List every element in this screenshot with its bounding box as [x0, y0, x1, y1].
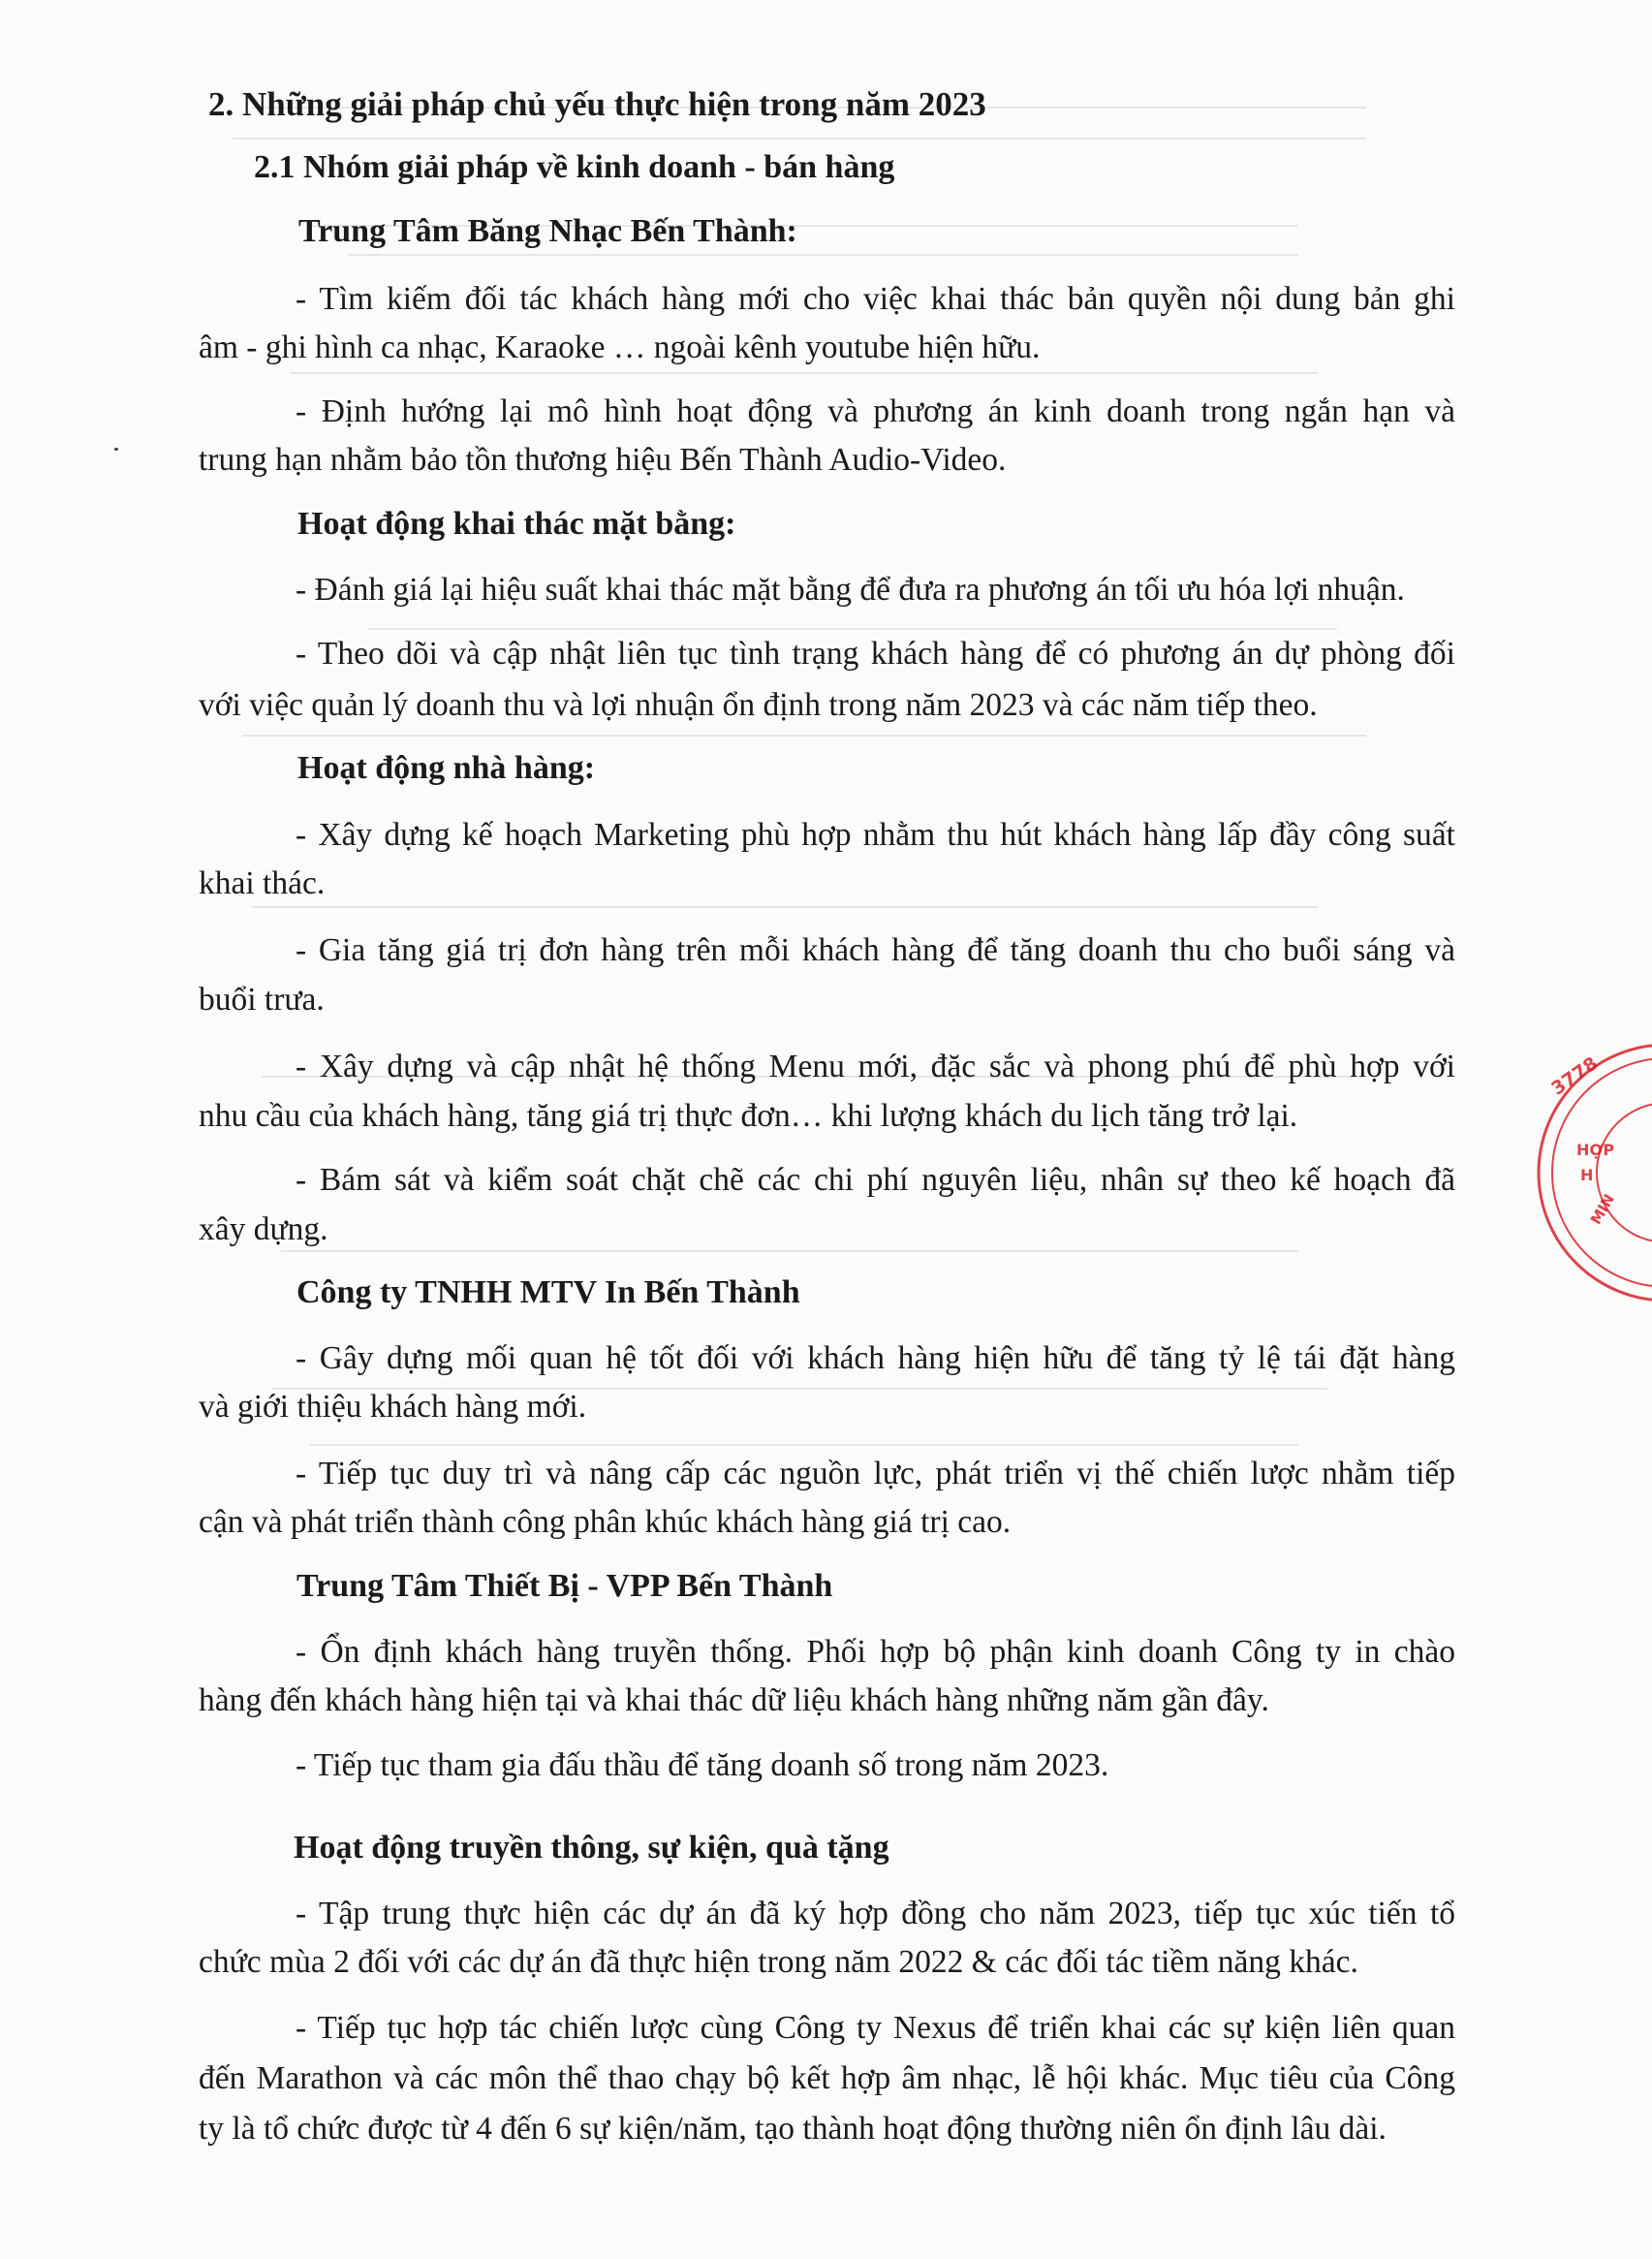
paragraph-line: - Tập trung thực hiện các dự án đã ký hợp đồng cho năm 2023, tiếp tục xúc tiến tổ	[296, 1896, 1455, 1931]
paragraph-line: ty là tổ chức được từ 4 đến 6 sự kiện/năm, tạo thành hoạt động thường niên ổn định lâu dài.	[199, 2111, 1387, 2147]
paragraph-line: - Bám sát và kiểm soát chặt chẽ các chi phí nguyên liệu, nhân sự theo kế hoạch đã	[296, 1162, 1455, 1198]
paragraph-line: khai thác.	[199, 865, 326, 901]
show-through-line	[310, 1444, 1298, 1446]
block-heading: Hoạt động truyền thông, sự kiện, quà tặng	[294, 1830, 889, 1866]
paragraph-line: với việc quản lý doanh thu và lợi nhuận ổn định trong năm 2023 và các năm tiếp theo.	[199, 687, 1318, 723]
paragraph-line: đến Marathon và các môn thể thao chạy bộ kết hợp âm nhạc, lễ hội khác. Mục tiêu của Công	[199, 2060, 1455, 2096]
block-heading: Hoạt động khai thác mặt bằng:	[297, 506, 736, 542]
paragraph-line: - Xây dựng kế hoạch Marketing phù hợp nhằm thu hút khách hàng lấp đầy công suất	[296, 817, 1455, 853]
seal-number-fragment: 3778	[1547, 1052, 1603, 1100]
paragraph-line: trung hạn nhằm bảo tồn thương hiệu Bến Thành Audio-Video.	[199, 442, 1007, 478]
paragraph-line: - Theo dõi và cập nhật liên tục tình trạng khách hàng để có phương án dự phòng đối	[296, 636, 1455, 672]
company-seal-stamp	[1536, 1027, 1652, 1318]
paragraph-line: - Tìm kiếm đối tác khách hàng mới cho việc khai thác bản quyền nội dung bản ghi	[296, 281, 1455, 317]
paragraph-line: - Gia tăng giá trị đơn hàng trên mỗi khách hàng để tăng doanh thu cho buổi sáng và	[296, 932, 1455, 968]
show-through-line	[291, 372, 1318, 374]
show-through-line	[252, 906, 1318, 908]
paragraph-line: buổi trưa.	[199, 982, 325, 1018]
seal-text-fragment: H	[1580, 1166, 1594, 1184]
paragraph-line: chức mùa 2 đối với các dự án đã thực hiện trong năm 2022 & các đối tác tiềm năng khác.	[199, 1944, 1358, 1980]
show-through-line	[281, 1250, 1298, 1252]
paragraph-line: xây dựng.	[199, 1211, 328, 1247]
paragraph-line: - Tiếp tục tham gia đấu thầu để tăng doanh số trong năm 2023.	[296, 1747, 1109, 1783]
block-heading: Trung Tâm Thiết Bị - VPP Bến Thành	[296, 1568, 833, 1604]
paragraph-line: - Đánh giá lại hiệu suất khai thác mặt bằng để đưa ra phương án tối ưu hóa lợi nhuận.	[296, 572, 1405, 608]
show-through-line	[233, 138, 1366, 140]
subsection-title: 2.1 Nhóm giải pháp về kinh doanh - bán hàng	[254, 149, 895, 185]
paragraph-line: - Định hướng lại mô hình hoạt động và phương án kinh doanh trong ngắn hạn và	[296, 393, 1455, 429]
paragraph-line: hàng đến khách hàng hiện tại và khai thác dữ liệu khách hàng những năm gần đây.	[199, 1682, 1269, 1718]
show-through-line	[242, 735, 1366, 737]
paragraph-line: - Gây dựng mối quan hệ tốt đối với khách hàng hiện hữu để tăng tỷ lệ tái đặt hàng	[296, 1340, 1455, 1376]
block-heading: Công ty TNHH MTV In Bến Thành	[296, 1274, 800, 1310]
scan-speck	[114, 448, 118, 451]
section-title: 2. Những giải pháp chủ yếu thực hiện trong năm 2023	[208, 85, 986, 123]
paragraph-line: - Ổn định khách hàng truyền thống. Phối hợp bộ phận kinh doanh Công ty in chào	[296, 1634, 1455, 1670]
paragraph-line: - Tiếp tục hợp tác chiến lược cùng Công ty Nexus để triển khai các sự kiện liên quan	[296, 2010, 1455, 2046]
paragraph-line: và giới thiệu khách hàng mới.	[199, 1389, 587, 1425]
seal-text-fragment: HỢP	[1576, 1141, 1615, 1159]
paragraph-line: âm - ghi hình ca nhạc, Karaoke … ngoài kênh youtube hiện hữu.	[199, 329, 1041, 365]
show-through-line	[368, 628, 1337, 630]
paragraph-line: cận và phát triển thành công phân khúc khách hàng giá trị cao.	[199, 1504, 1012, 1540]
block-heading: Trung Tâm Băng Nhạc Bến Thành:	[298, 213, 797, 249]
seal-text-fragment: MIN	[1586, 1191, 1618, 1228]
paragraph-line: - Xây dựng và cập nhật hệ thống Menu mới, đặc sắc và phong phú để phù hợp với	[296, 1049, 1455, 1084]
paragraph-line: nhu cầu của khách hàng, tăng giá trị thực đơn… khi lượng khách du lịch tăng trở lại.	[199, 1098, 1298, 1134]
block-heading: Hoạt động nhà hàng:	[297, 750, 596, 786]
paragraph-line: - Tiếp tục duy trì và nâng cấp các nguồn lực, phát triển vị thế chiến lược nhằm tiếp	[296, 1456, 1455, 1491]
show-through-line	[349, 254, 1298, 256]
